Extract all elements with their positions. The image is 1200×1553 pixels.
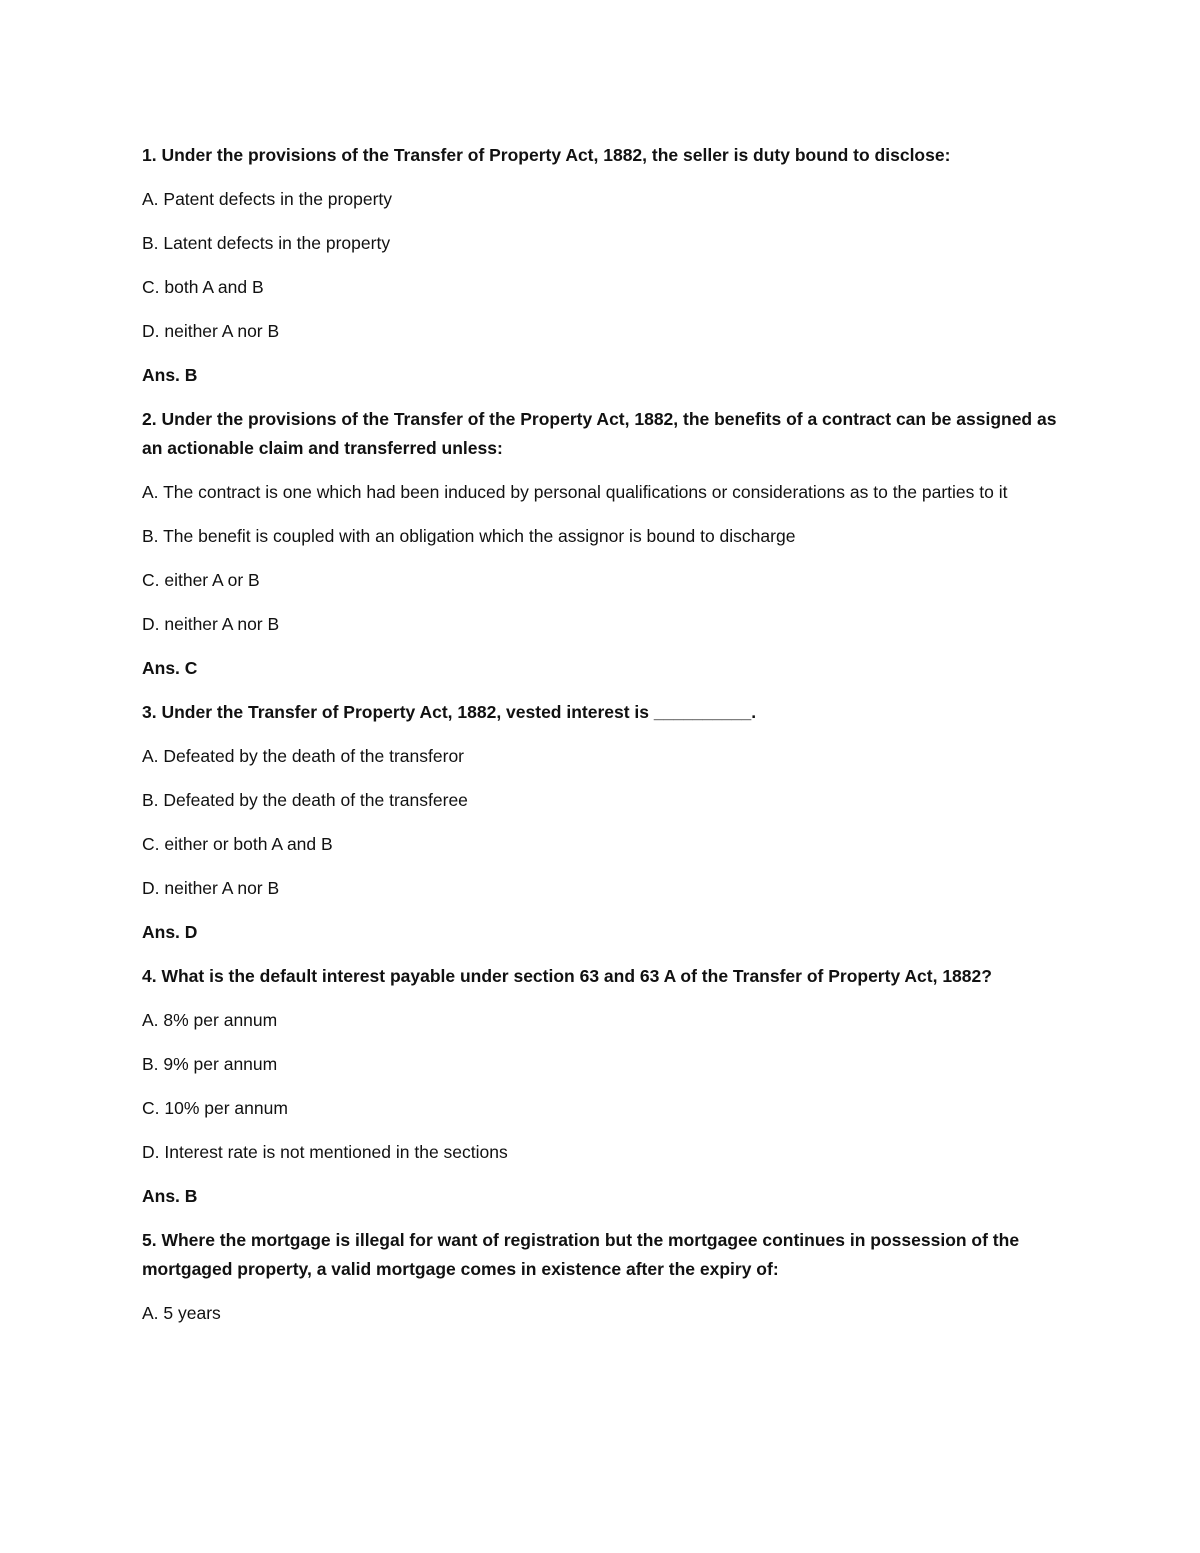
question-4-option-a: A. 8% per annum [142,1010,278,1030]
question-4-option-c: C. 10% per annum [142,1098,288,1118]
question-2-answer: Ans. C [142,658,198,678]
question-2-option-c: C. either A or B [142,570,260,590]
question-1-text: 1. Under the provisions of the Transfer of Property Act, 1882, the seller is duty bound to disclose: [142,145,951,165]
question-4-option-b: B. 9% per annum [142,1054,278,1074]
question-list [142,141,1062,1343]
question-3-option-d: D. neither A nor B [142,878,280,898]
question-3-option-c: C. either or both A and B [142,834,333,854]
question-1-option-a: A. Patent defects in the property [142,189,393,209]
question-1-option-d: D. neither A nor B [142,321,280,341]
question-5-option-a: A. 5 years [142,1303,221,1323]
question-3-text: 3. Under the Transfer of Property Act, 1882, vested interest is __________. [142,702,757,722]
question-2-option-a: A. The contract is one which had been induced by personal qualifications or considerations as to the parties to it [142,482,1008,502]
question-4-option-d: D. Interest rate is not mentioned in the sections [142,1142,508,1162]
question-3-answer: Ans. D [142,922,198,942]
question-3-option-a: A. Defeated by the death of the transferor [142,746,465,766]
question-1-option-b: B. Latent defects in the property [142,233,391,253]
question-2-text: 2. Under the provisions of the Transfer of the Property Act, 1882, the benefits of a contract can be assigned as an actionable claim and transferred unless: [142,409,1057,458]
question-4-answer: Ans. B [142,1186,198,1206]
question-3-option-b: B. Defeated by the death of the transferee [142,790,468,810]
question-2-option-d: D. neither A nor B [142,614,280,634]
question-1-option-c: C. both A and B [142,277,264,297]
question-1-answer: Ans. B [142,365,198,385]
question-2-option-b: B. The benefit is coupled with an obligation which the assignor is bound to discharge [142,526,796,546]
question-4-text: 4. What is the default interest payable under section 63 and 63 A of the Transfer of Property Act, 1882? [142,966,992,986]
question-5-text: 5. Where the mortgage is illegal for want of registration but the mortgagee continues in possession of the mortgaged property, a valid mortgage comes in existence after the expiry of: [142,1230,1020,1279]
